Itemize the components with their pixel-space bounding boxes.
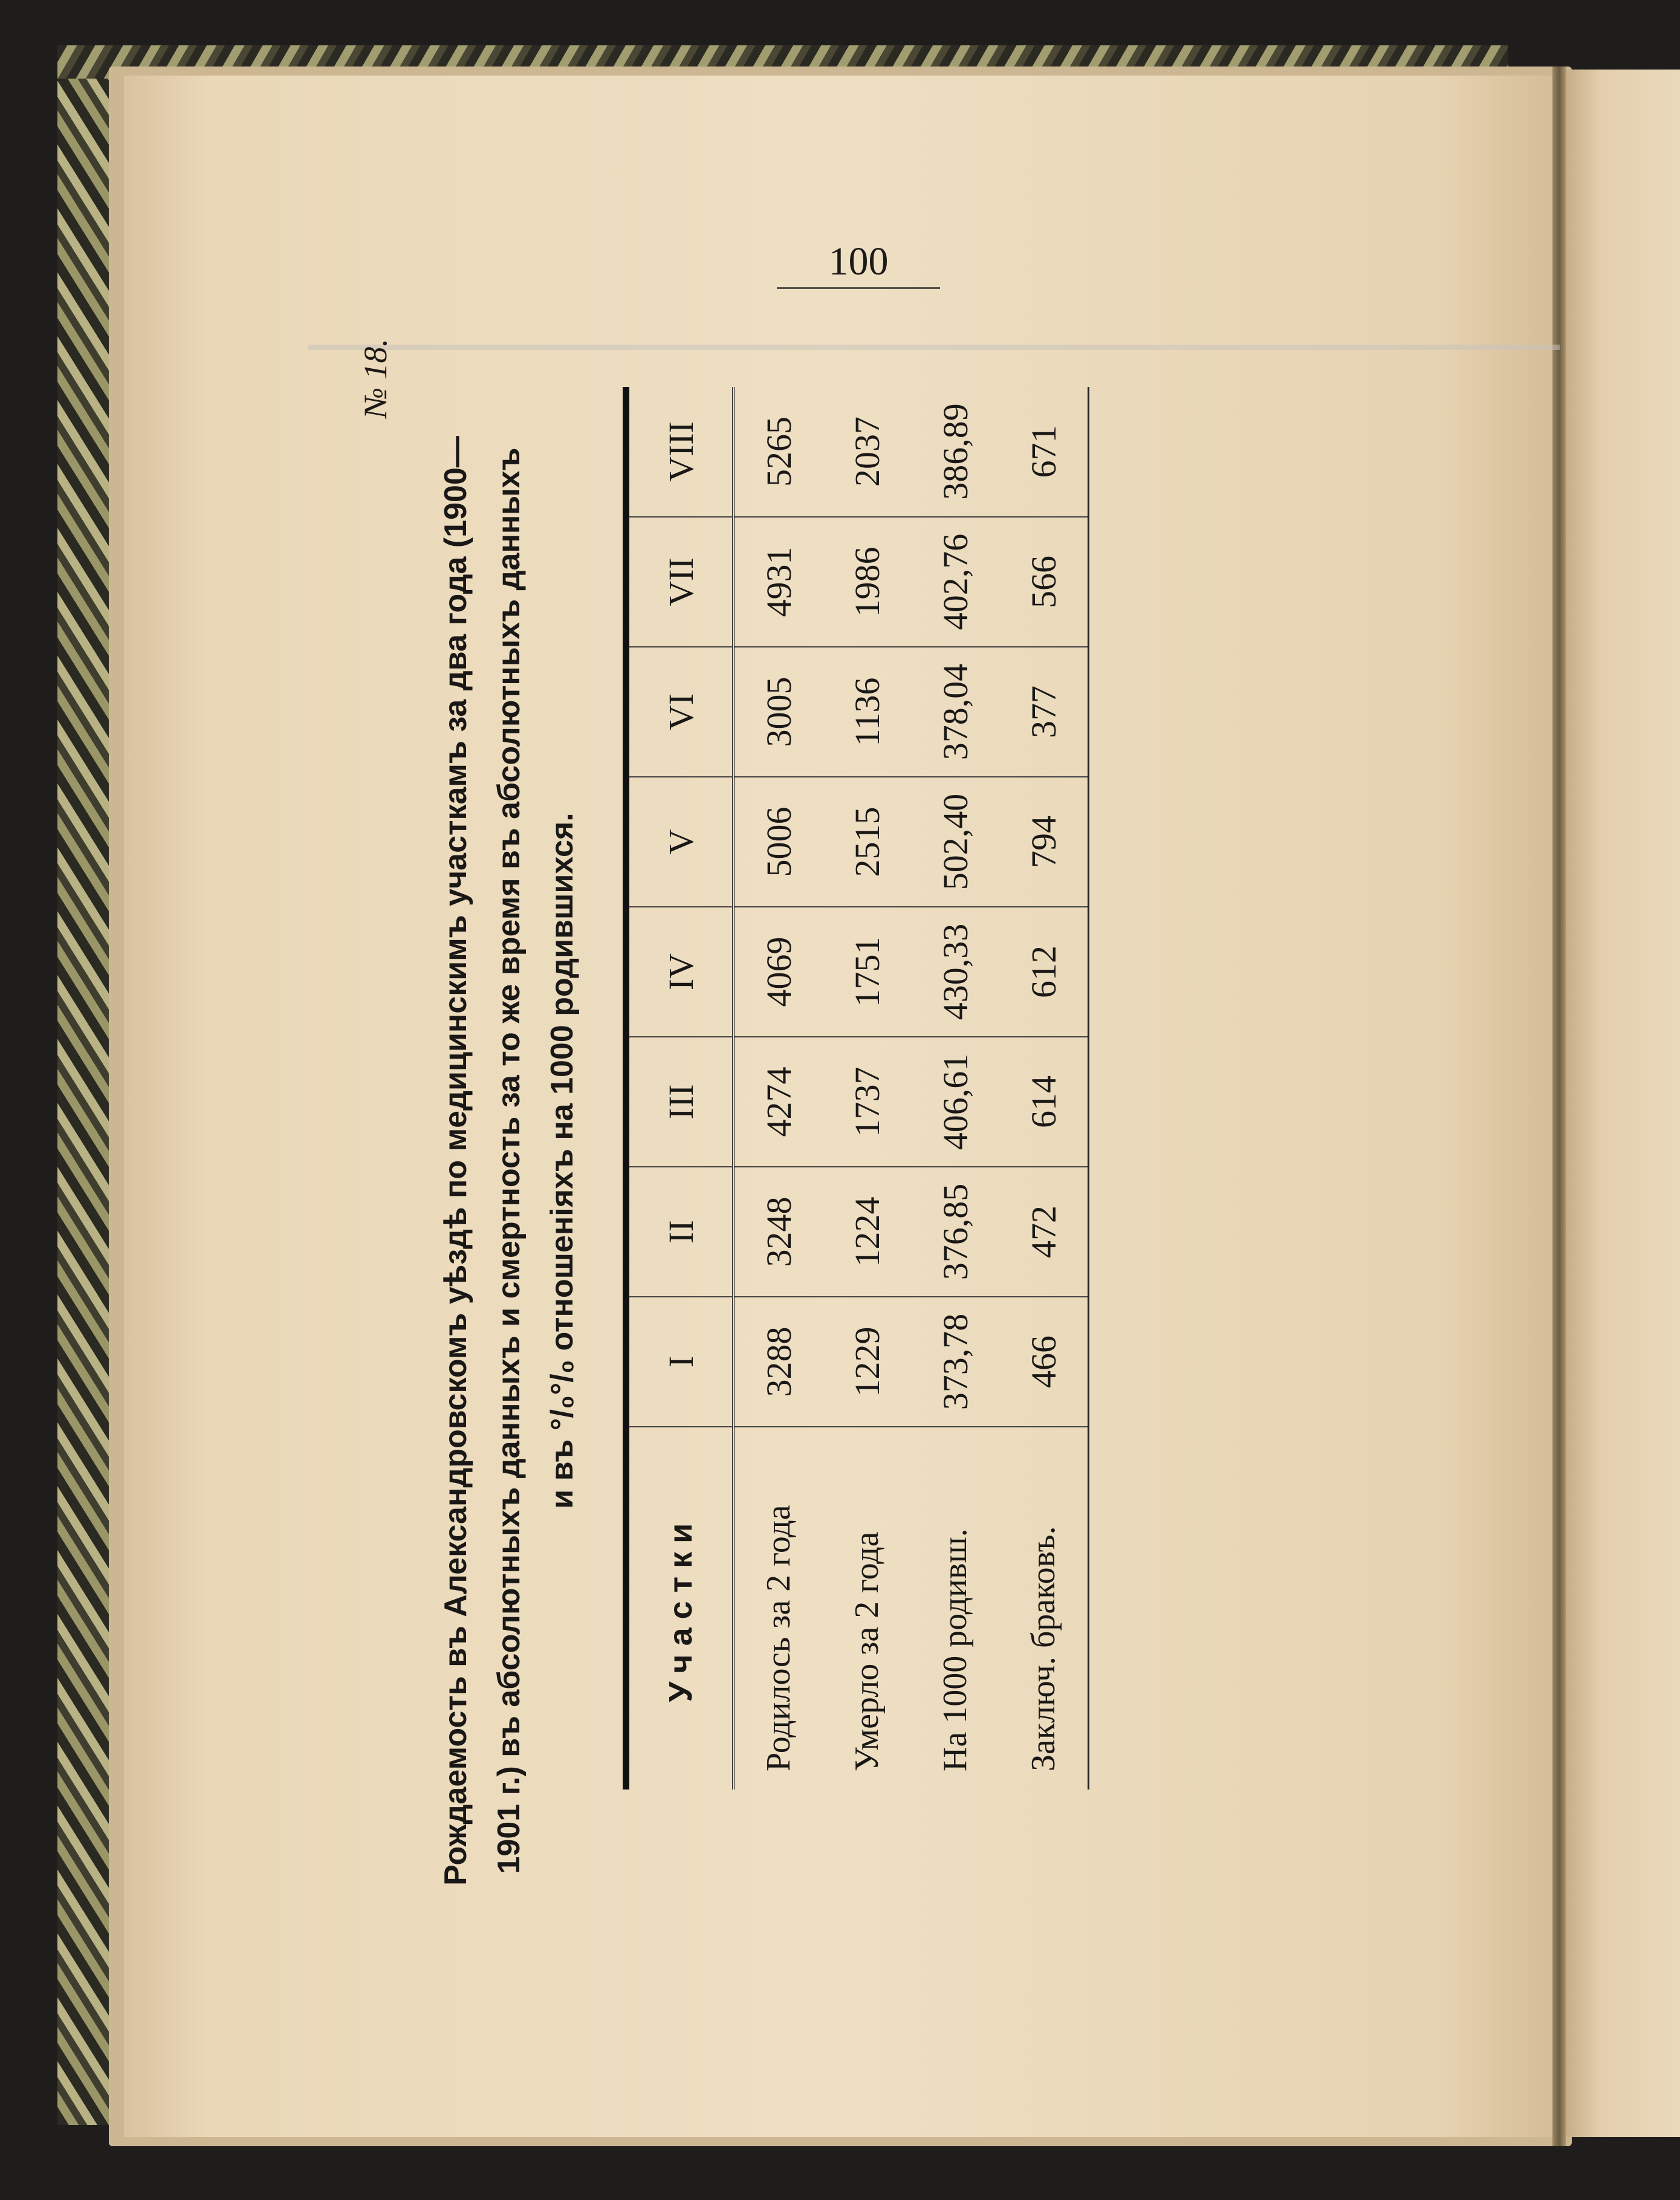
page-number: 100 [777,239,940,289]
row-label-marriages: Заключ. браковъ. [1025,1526,1062,1771]
row-label-deaths: Умерло за 2 года [848,1531,886,1771]
column-header: I [626,1297,734,1427]
table-cell: 1224 [823,1167,911,1297]
table-cell: 1229 [823,1297,911,1427]
table-cell: 402,76 [911,517,999,647]
table-cell: 4931 [733,517,823,647]
table-cell: 377 [999,647,1089,777]
table-cell: 4069 [733,907,823,1037]
facing-page-edge [1566,70,1680,2137]
title-line: 1901 г.) въ абсолютныхъ данныхъ и смертность за то же время въ абсолютныхъ данныхъ [491,447,527,1874]
table-cell: 4274 [733,1037,823,1167]
table-cell: 612 [999,907,1089,1037]
table-cell: 3248 [733,1167,823,1297]
table-cell: 376,85 [911,1167,999,1297]
table-cell: 5265 [733,387,823,517]
rotated-table-block [357,339,1143,1983]
table-cell: 502,40 [911,777,999,907]
table-cell: 406,61 [911,1037,999,1167]
table-cell: 1986 [823,517,911,647]
column-header: IV [626,907,734,1037]
table-header-row [626,387,734,1790]
table-row [823,387,911,1790]
column-header: II [626,1167,734,1297]
statistics-table [623,387,1089,1790]
column-header: III [626,1037,734,1167]
table-cell: 386,89 [911,387,999,517]
column-header: VI [626,647,734,777]
table-cell: 2037 [823,387,911,517]
row-label-births: Родилось за 2 года [760,1505,797,1771]
table-cell: 2515 [823,777,911,907]
column-header: VII [626,517,734,647]
table-cell: 5006 [733,777,823,907]
table-cell: 566 [999,517,1089,647]
table-cell: 614 [999,1037,1089,1167]
column-header: VIII [626,387,734,517]
table-cell: 472 [999,1167,1089,1297]
row-label-per-1000: На 1000 родивш. [936,1528,974,1771]
table-cell: 373,78 [911,1297,999,1427]
table-cell: 3005 [733,647,823,777]
title-line: и въ °/₀°/₀ отношеніяхъ на 1000 родившихся. [545,813,580,1509]
table-cell: 466 [999,1297,1089,1427]
column-header-districts: Участки [663,1514,699,1702]
title-line: Рождаемость въ Александровскомъ уѣздѣ по медицинскимъ участкамъ за два года (1900— [438,436,473,1886]
table-cell: 1751 [823,907,911,1037]
table-title [429,387,589,1935]
table-row [999,387,1089,1790]
table-row [733,387,823,1790]
table-cell: 378,04 [911,647,999,777]
table-row [911,387,999,1790]
column-header: V [626,777,734,907]
book-gutter [1552,67,1566,2146]
table-cell: 1136 [823,647,911,777]
table-number: № 18. [357,339,394,418]
table-cell: 3288 [733,1297,823,1427]
table-cell: 794 [999,777,1089,907]
table-cell: 671 [999,387,1089,517]
table-cell: 1737 [823,1037,911,1167]
table-cell: 430,33 [911,907,999,1037]
